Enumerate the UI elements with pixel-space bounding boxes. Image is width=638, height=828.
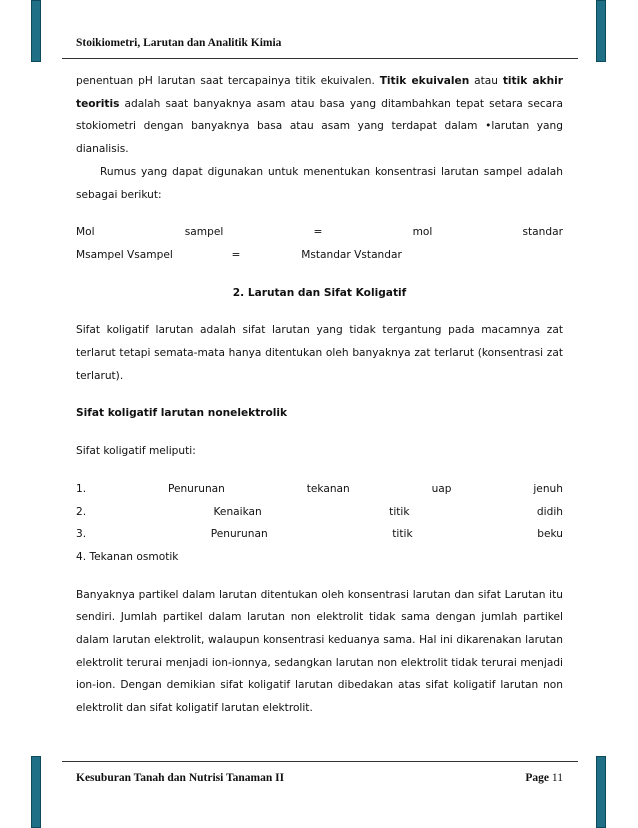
para1-bold-1: Titik ekuivalen [379,75,470,87]
list-number: 1. [76,482,87,495]
formula-equals: = [231,248,241,261]
list-item [76,501,563,524]
page-number-value: 11 [551,772,563,784]
subheading [76,402,563,425]
formula-term: Msampel Vsampel [76,248,173,261]
para1-text-3: adalah saat banyaknya asam atau basa yang ditambahkan tepat setara secara stokiometri dengan banyaknya basa atau asam yang terdapat dalam •larutan yang dianalisis. [76,97,563,156]
header-rule [62,58,578,59]
list-number: 3. [76,528,87,541]
footer-title: Kesuburan Tanah dan Nutrisi Tanaman II [76,772,285,784]
list-word: tekanan [306,482,350,495]
right-top-decor-bar [596,0,606,62]
list-item [76,478,563,501]
list-word: Penurunan [210,528,268,541]
left-top-decor-bar [31,0,41,62]
para1-text-2: atau [469,75,503,87]
page-body [76,70,563,720]
list-word: didih [536,505,563,518]
right-bottom-decor-bar [596,756,606,828]
paragraph-rumus: Rumus yang dapat digunakan untuk menentukan konsentrasi larutan sampel adalah sebagai berikut: [76,165,563,201]
page-number [525,772,563,784]
section-heading: 2. Larutan dan Sifat Koligatif [232,286,407,299]
list-word: titik [389,505,410,518]
formula-equals: = [313,226,323,239]
formula-term: Mstandar Vstandar [301,248,402,261]
list-intro: Sifat koligatif meliputi: [76,445,196,458]
formula-term: standar [522,226,563,239]
list-word: Kenaikan [213,505,262,518]
header-title: Stoikiometri, Larutan dan Analitik Kimia [76,37,282,49]
formula-term: sampel [184,226,224,239]
list-word: Penurunan [167,482,225,495]
formula-concentration [76,244,563,267]
subheading-text: Sifat koligatif larutan nonelektrolik [76,407,288,420]
paragraph-sifat-koligatif: Sifat koligatif larutan adalah sifat larutan yang tidak tergantung pada macamnya zat terlarut tetapi semata-mata hanya ditentukan oleh banyaknya zat terlarut (konsentrasi zat terlarut). [76,324,563,382]
formula-mol [76,221,563,244]
para1-text-1: penentuan pH larutan saat tercapainya titik ekuivalen. [76,75,380,87]
list-item [76,523,563,546]
list-word: uap [431,482,452,495]
paragraph-titik-ekuivalen [76,70,563,161]
formula-term: mol [412,226,433,239]
list-number: 2. [76,505,87,518]
left-bottom-decor-bar [31,756,41,828]
page-label: Page [525,772,550,784]
list-item: 4. Tekanan osmotik [76,550,179,563]
list-word: beku [537,528,563,541]
list-word: jenuh [533,482,563,495]
paragraph-partikel: Banyaknya partikel dalam larutan ditentukan oleh konsentrasi larutan dan sifat Larutan itu sendiri. Jumlah partikel dalam larutan non elektrolit tidak sama dengan jumlah partikel dalam larutan elektrolit, walaupun konsentrasi keduanya sama. Hal ini dikarenakan larutan elektrolit terurai menjadi ion-ionnya, sedangkan larutan non elektrolit tidak terurai menjadi ion-ion. Dengan demikian sifat koligatif larutan dibedakan atas sifat koligatif larutan non elektrolit dan sifat koligatif larutan elektrolit. [76,588,563,715]
footer-rule [62,761,578,762]
para1-bold-2: titik akhir teoritis [76,75,563,110]
list-word: titik [392,528,413,541]
formula-term: Mol [76,226,95,239]
